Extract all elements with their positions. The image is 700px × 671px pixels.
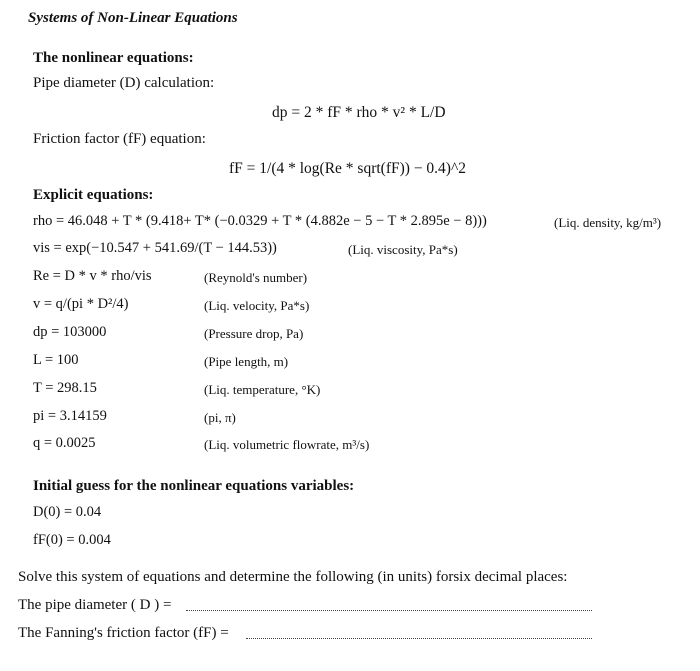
- re-note: (Reynold's number): [204, 270, 308, 285]
- pi-note: (pi, π): [204, 410, 236, 425]
- temperature-note: (Liq. temperature, °K): [204, 382, 321, 397]
- initial-guess-heading: Initial guess for the nonlinear equations variables:: [33, 478, 355, 494]
- question-intro: Solve this system of equations and determine the following (in units) forsix decimal places:: [18, 569, 568, 585]
- vis-note: (Liq. viscosity, Pa*s): [348, 242, 458, 257]
- pi-equation: pi = 3.14159: [33, 408, 107, 424]
- length-note: (Pipe length, m): [204, 354, 289, 369]
- pipe-diameter-equation: dp = 2 * fF * rho * v² * L/D: [272, 104, 446, 121]
- nonlinear-heading: The nonlinear equations:: [33, 50, 194, 66]
- pipe-diameter-question: The pipe diameter ( D ) =: [18, 597, 172, 613]
- dp-equation: dp = 103000: [33, 324, 107, 340]
- friction-factor-question: The Fanning's friction factor (fF) =: [18, 625, 229, 641]
- initial-d0: D(0) = 0.04: [33, 504, 102, 520]
- rho-note: (Liq. density, kg/m³): [554, 215, 662, 230]
- page-title: Systems of Non-Linear Equations: [28, 10, 238, 26]
- flowrate-note: (Liq. volumetric flowrate, m³/s): [204, 437, 370, 452]
- friction-factor-equation: fF = 1/(4 * log(Re * sqrt(fF)) − 0.4)^2: [229, 160, 466, 177]
- friction-factor-answer-blank: [246, 638, 592, 639]
- friction-factor-label: Friction factor (fF) equation:: [33, 131, 206, 147]
- pipe-diameter-label: Pipe diameter (D) calculation:: [33, 75, 215, 91]
- velocity-equation: v = q/(pi * D²/4): [33, 296, 129, 312]
- dp-note: (Pressure drop, Pa): [204, 326, 304, 341]
- rho-equation: rho = 46.048 + T * (9.418+ T* (−0.0329 + T * (4.882e − 5 − T * 2.895e − 8))): [33, 213, 487, 229]
- explicit-heading: Explicit equations:: [33, 187, 154, 203]
- flowrate-equation: q = 0.0025: [33, 435, 96, 451]
- length-equation: L = 100: [33, 352, 79, 368]
- vis-equation: vis = exp(−10.547 + 541.69/(T − 144.53)): [33, 240, 277, 256]
- temperature-equation: T = 298.15: [33, 380, 97, 396]
- initial-ff0: fF(0) = 0.004: [33, 532, 111, 548]
- velocity-note: (Liq. velocity, Pa*s): [204, 298, 310, 313]
- pipe-diameter-answer-blank: [186, 610, 592, 611]
- re-equation: Re = D * v * rho/vis: [33, 268, 152, 284]
